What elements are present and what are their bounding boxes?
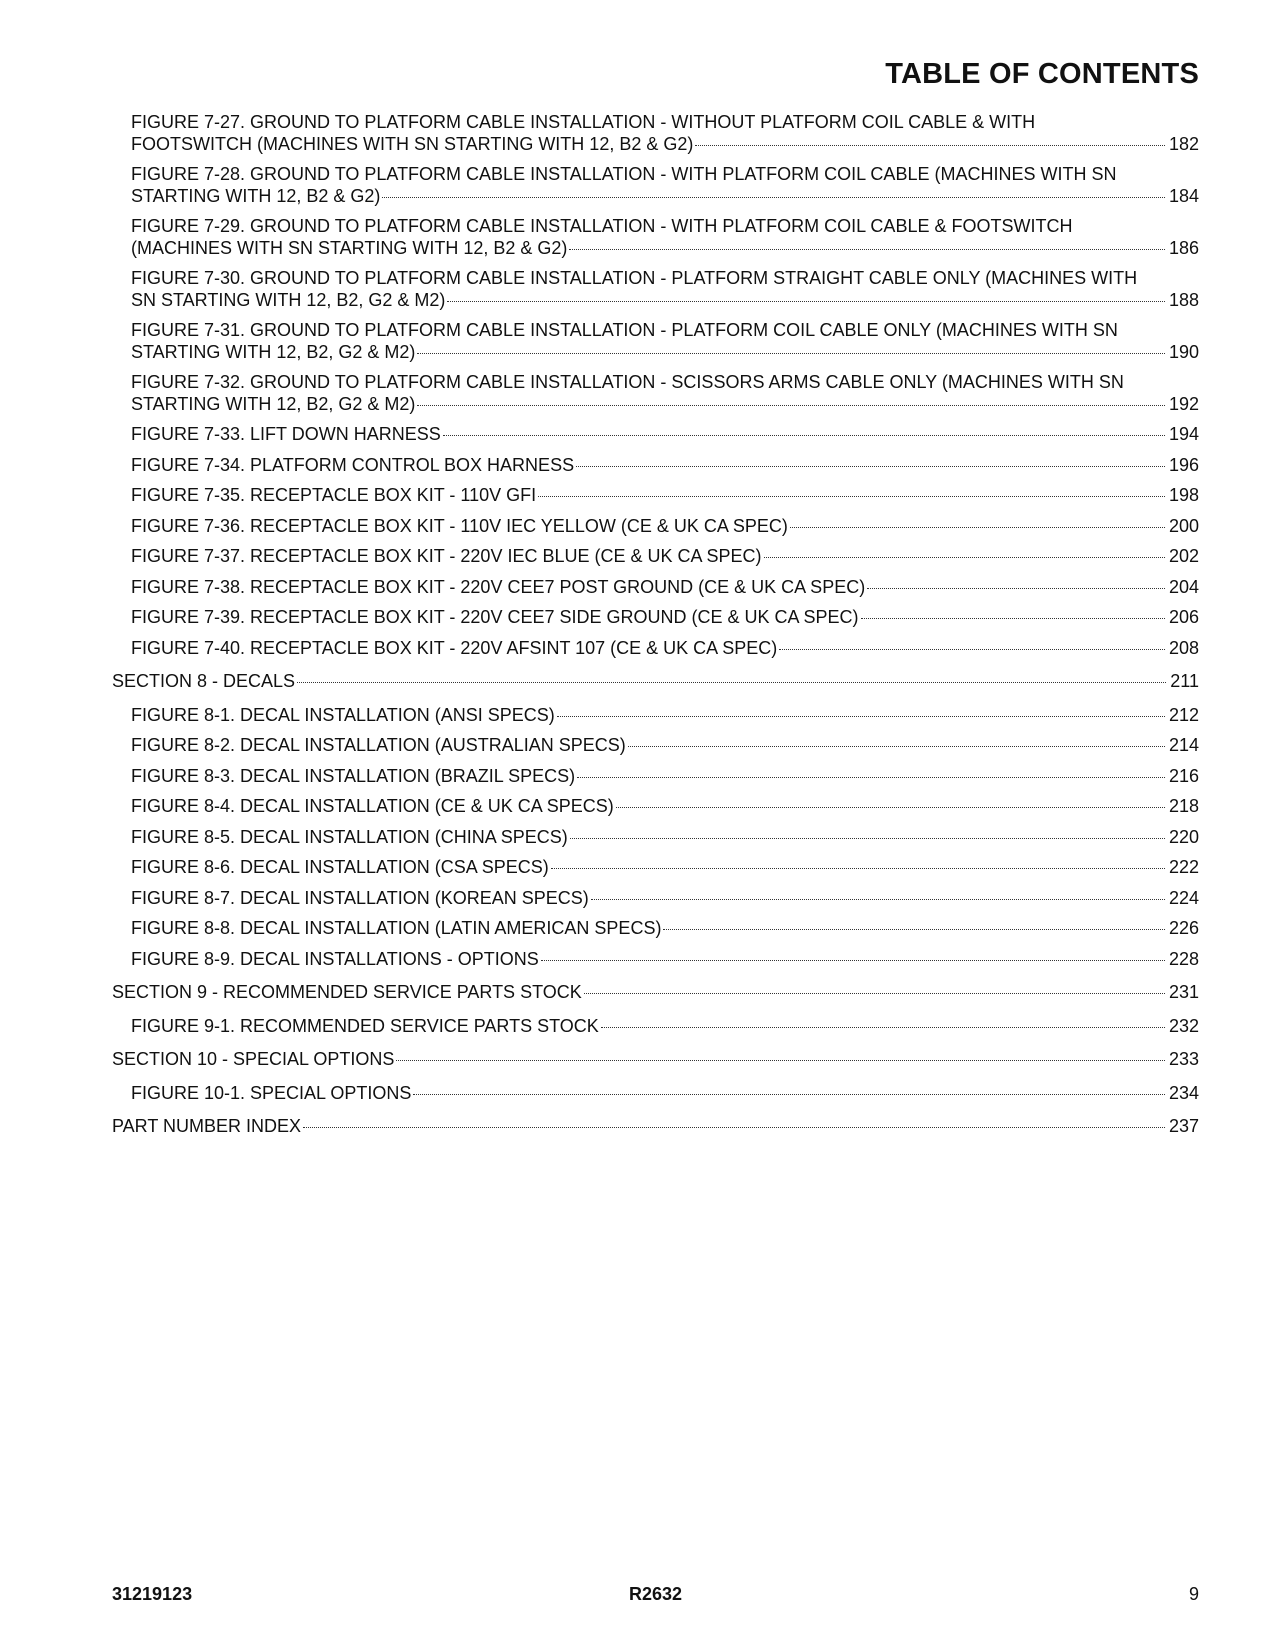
toc-figure-entry[interactable] — [112, 268, 1199, 311]
toc-entry-row — [131, 1083, 1199, 1105]
toc-section-entry[interactable] — [112, 671, 1199, 693]
toc-entry-row — [131, 455, 1199, 477]
toc-entry-row — [131, 546, 1199, 568]
toc-entry-page-number: 237 — [1168, 1116, 1199, 1136]
toc-figure-entry[interactable] — [112, 827, 1199, 849]
dot-leader — [443, 435, 1165, 436]
toc-entry-title: FIGURE 7-39. RECEPTACLE BOX KIT - 220V CEE7 SIDE GROUND (CE & UK CA SPEC) — [131, 607, 859, 627]
toc-entry-title: FIGURE 7-35. RECEPTACLE BOX KIT - 110V GFI — [131, 485, 537, 505]
toc-figure-entry[interactable] — [112, 516, 1199, 538]
toc-entry-row — [131, 516, 1199, 538]
toc-entry-title: FIGURE 8-4. DECAL INSTALLATION (CE & UK CA SPECS) — [131, 796, 614, 816]
toc-entry-row — [131, 577, 1199, 599]
toc-figure-entry[interactable] — [112, 766, 1199, 788]
toc-figure-entry[interactable] — [112, 164, 1199, 207]
toc-entry-page-number: 188 — [1168, 289, 1199, 310]
toc-entry-title: STARTING WITH 12, B2, G2 & M2) — [131, 341, 416, 362]
page-title: TABLE OF CONTENTS — [885, 58, 1199, 90]
toc-entry-title: FIGURE 7-38. RECEPTACLE BOX KIT - 220V CEE7 POST GROUND (CE & UK CA SPEC) — [131, 576, 866, 597]
toc-entry-title: FIGURE 8-1. DECAL INSTALLATION (ANSI SPECS) — [131, 704, 555, 725]
page-footer — [112, 1584, 1199, 1608]
toc-entry-title-line: FIGURE 7-32. GROUND TO PLATFORM CABLE INSTALLATION - SCISSORS ARMS CABLE ONLY (MACHINES WITH SN — [131, 372, 1124, 392]
toc-entry-page-number: 200 — [1168, 515, 1199, 536]
toc-entry-title: SECTION 8 - DECALS — [112, 671, 296, 691]
dot-leader — [570, 838, 1165, 839]
toc-entry-title: FIGURE 10-1. SPECIAL OPTIONS — [131, 1082, 412, 1103]
toc-entry-row — [131, 888, 1199, 910]
dot-leader — [557, 716, 1165, 717]
toc-entry-row — [131, 424, 1199, 446]
toc-entry-row — [131, 827, 1199, 849]
toc-entry-page-number: 190 — [1168, 341, 1199, 362]
toc-entry-row — [131, 394, 1199, 416]
toc-section-entry[interactable] — [112, 1049, 1199, 1071]
toc-entry-row — [131, 735, 1199, 757]
dot-leader — [417, 405, 1165, 406]
toc-figure-entry[interactable] — [112, 112, 1199, 155]
dot-leader — [861, 618, 1165, 619]
toc-figure-entry[interactable] — [112, 705, 1199, 727]
toc-figure-entry[interactable] — [112, 918, 1199, 940]
dot-leader — [396, 1060, 1165, 1061]
dot-leader — [764, 557, 1165, 558]
toc-entry-title: SECTION 10 - SPECIAL OPTIONS — [112, 1049, 395, 1069]
toc-entry-row — [131, 607, 1199, 629]
toc-entry-row — [131, 485, 1199, 507]
toc-entry-title-line: FIGURE 7-29. GROUND TO PLATFORM CABLE INSTALLATION - WITH PLATFORM COIL CABLE & FOOTSWITCH — [131, 216, 1073, 236]
toc-figure-entry[interactable] — [112, 638, 1199, 660]
toc-entry-page-number: 192 — [1168, 393, 1199, 414]
document-number: 31219123 — [112, 1584, 193, 1604]
dot-leader — [447, 301, 1165, 302]
toc-entry-row — [131, 796, 1199, 818]
toc-entry-page-number: 234 — [1168, 1082, 1199, 1103]
toc-entry-title: FIGURE 7-34. PLATFORM CONTROL BOX HARNESS — [131, 454, 575, 475]
dot-leader — [601, 1027, 1165, 1028]
toc-entry-title: FOOTSWITCH (MACHINES WITH SN STARTING WITH 12, B2 & G2) — [131, 133, 694, 154]
toc-entry-page-number: 182 — [1168, 133, 1199, 154]
toc-figure-entry[interactable] — [112, 857, 1199, 879]
dot-leader — [576, 466, 1165, 467]
toc-entry-page-number: 211 — [1170, 671, 1199, 691]
toc-entry-page-number: 194 — [1168, 424, 1199, 444]
toc-entry-row — [131, 949, 1199, 971]
toc-figure-entry[interactable] — [112, 320, 1199, 363]
toc-entry-row — [131, 705, 1199, 727]
toc-entry-title: SECTION 9 - RECOMMENDED SERVICE PARTS STOCK — [112, 982, 582, 1002]
toc-entry-title-line: FIGURE 7-27. GROUND TO PLATFORM CABLE INSTALLATION - WITHOUT PLATFORM COIL CABLE & WITH — [131, 112, 1036, 132]
toc-entry-title-line: FIGURE 7-31. GROUND TO PLATFORM CABLE INSTALLATION - PLATFORM COIL CABLE ONLY (MACHINES WITH SN — [131, 320, 1118, 340]
toc-section-entry[interactable] — [112, 982, 1199, 1004]
dot-leader — [790, 527, 1165, 528]
dot-leader — [695, 145, 1165, 146]
toc-entry-page-number: 216 — [1168, 765, 1199, 786]
toc-entry-title: FIGURE 9-1. RECOMMENDED SERVICE PARTS STOCK — [131, 1015, 599, 1036]
toc-entry-page-number: 224 — [1168, 887, 1199, 908]
toc-entry-page-number: 226 — [1168, 918, 1199, 938]
toc-entry-page-number: 198 — [1168, 485, 1199, 505]
toc-entry-title: FIGURE 7-36. RECEPTACLE BOX KIT - 110V IEC YELLOW (CE & UK CA SPEC) — [131, 515, 788, 536]
toc-entry-title: STARTING WITH 12, B2 & G2) — [131, 185, 381, 206]
toc-figure-entry[interactable] — [112, 735, 1199, 757]
toc-figure-entry[interactable] — [112, 485, 1199, 507]
toc-entry-title: FIGURE 8-2. DECAL INSTALLATION (AUSTRALIAN SPECS) — [131, 735, 626, 755]
toc-entry-page-number: 196 — [1168, 454, 1199, 475]
toc-entry-title: STARTING WITH 12, B2, G2 & M2) — [131, 393, 416, 414]
toc-entry-title-line: FIGURE 7-30. GROUND TO PLATFORM CABLE INSTALLATION - PLATFORM STRAIGHT CABLE ONLY (MACHINES WITH — [131, 268, 1138, 288]
toc-figure-entry[interactable] — [112, 455, 1199, 477]
toc-figure-entry[interactable] — [112, 216, 1199, 259]
page-number: 9 — [1188, 1584, 1199, 1604]
toc-entry-row — [112, 671, 1199, 693]
toc-section-entry[interactable] — [112, 1116, 1199, 1138]
toc-entry-row — [131, 186, 1199, 208]
dot-leader — [867, 588, 1165, 589]
dot-leader — [413, 1094, 1165, 1095]
toc-entry-page-number: 208 — [1168, 637, 1199, 658]
dot-leader — [616, 807, 1165, 808]
toc-figure-entry[interactable] — [112, 949, 1199, 971]
dot-leader — [628, 746, 1165, 747]
toc-entry-title: SN STARTING WITH 12, B2, G2 & M2) — [131, 289, 446, 310]
toc-figure-entry[interactable] — [112, 607, 1199, 629]
dot-leader — [584, 993, 1165, 994]
toc-entry-title: PART NUMBER INDEX — [112, 1116, 302, 1136]
toc-entry-page-number: 206 — [1168, 607, 1199, 627]
toc-entry-title: FIGURE 7-40. RECEPTACLE BOX KIT - 220V AFSINT 107 (CE & UK CA SPEC) — [131, 637, 778, 658]
toc-entry-row — [131, 638, 1199, 660]
dot-leader — [551, 868, 1165, 869]
dot-leader — [382, 197, 1165, 198]
dot-leader — [577, 777, 1165, 778]
toc-figure-entry[interactable] — [112, 546, 1199, 568]
dot-leader — [303, 1127, 1165, 1128]
toc-entry-title: FIGURE 8-8. DECAL INSTALLATION (LATIN AMERICAN SPECS) — [131, 918, 662, 938]
toc-entry-row — [112, 1049, 1199, 1071]
dot-leader — [297, 682, 1166, 683]
toc-entry-row — [112, 1116, 1199, 1138]
dot-leader — [591, 899, 1165, 900]
toc-figure-entry[interactable] — [112, 796, 1199, 818]
toc-figure-entry[interactable] — [112, 424, 1199, 446]
dot-leader — [663, 929, 1165, 930]
toc-entry-page-number: 204 — [1168, 576, 1199, 597]
toc-entry-row — [131, 918, 1199, 940]
toc-entry-row — [131, 342, 1199, 364]
toc-entry-row — [131, 290, 1199, 312]
toc-entry-page-number: 231 — [1168, 982, 1199, 1002]
toc-entry-title: (MACHINES WITH SN STARTING WITH 12, B2 & G2) — [131, 237, 568, 258]
toc-figure-entry[interactable] — [112, 1083, 1199, 1105]
toc-entry-title: FIGURE 8-3. DECAL INSTALLATION (BRAZIL SPECS) — [131, 765, 576, 786]
toc-entry-page-number: 228 — [1168, 948, 1199, 969]
dot-leader — [779, 649, 1165, 650]
toc-entry-row — [131, 238, 1199, 260]
toc-entry-page-number: 212 — [1168, 704, 1199, 725]
toc-figure-entry[interactable] — [112, 1016, 1199, 1038]
toc-entry-row — [131, 1016, 1199, 1038]
dot-leader — [417, 353, 1165, 354]
toc-entry-page-number: 232 — [1168, 1015, 1199, 1036]
toc-entry-page-number: 222 — [1168, 857, 1199, 877]
toc-entry-title: FIGURE 8-5. DECAL INSTALLATION (CHINA SPECS) — [131, 826, 568, 847]
toc-entry-page-number: 186 — [1168, 237, 1199, 258]
toc-entry-page-number: 202 — [1168, 546, 1199, 566]
toc-entry-page-number: 214 — [1168, 735, 1199, 755]
toc-entry-page-number: 233 — [1168, 1049, 1199, 1069]
dot-leader — [541, 960, 1165, 961]
toc-figure-entry[interactable] — [112, 372, 1199, 415]
toc-entry-title-line: FIGURE 7-28. GROUND TO PLATFORM CABLE INSTALLATION - WITH PLATFORM COIL CABLE (MACHINES WITH SN — [131, 164, 1117, 184]
toc-entry-title: FIGURE 7-37. RECEPTACLE BOX KIT - 220V IEC BLUE (CE & UK CA SPEC) — [131, 546, 762, 566]
toc-entry-title: FIGURE 8-7. DECAL INSTALLATION (KOREAN SPECS) — [131, 887, 589, 908]
toc-entry-page-number: 220 — [1168, 826, 1199, 847]
toc-entry-row — [131, 766, 1199, 788]
toc-entry-page-number: 184 — [1168, 185, 1199, 206]
toc-entry-page-number: 218 — [1168, 796, 1199, 816]
toc-entry-title: FIGURE 7-33. LIFT DOWN HARNESS — [131, 424, 441, 444]
toc-entry-row — [131, 857, 1199, 879]
dot-leader — [538, 496, 1165, 497]
toc-entry-row — [131, 134, 1199, 156]
toc-entry-title: FIGURE 8-6. DECAL INSTALLATION (CSA SPECS) — [131, 857, 549, 877]
toc-figure-entry[interactable] — [112, 888, 1199, 910]
table-of-contents — [112, 112, 1199, 1150]
toc-figure-entry[interactable] — [112, 577, 1199, 599]
revision-code: R2632 — [628, 1584, 683, 1604]
toc-entry-row — [112, 982, 1199, 1004]
dot-leader — [569, 249, 1165, 250]
toc-entry-title: FIGURE 8-9. DECAL INSTALLATIONS - OPTIONS — [131, 948, 539, 969]
